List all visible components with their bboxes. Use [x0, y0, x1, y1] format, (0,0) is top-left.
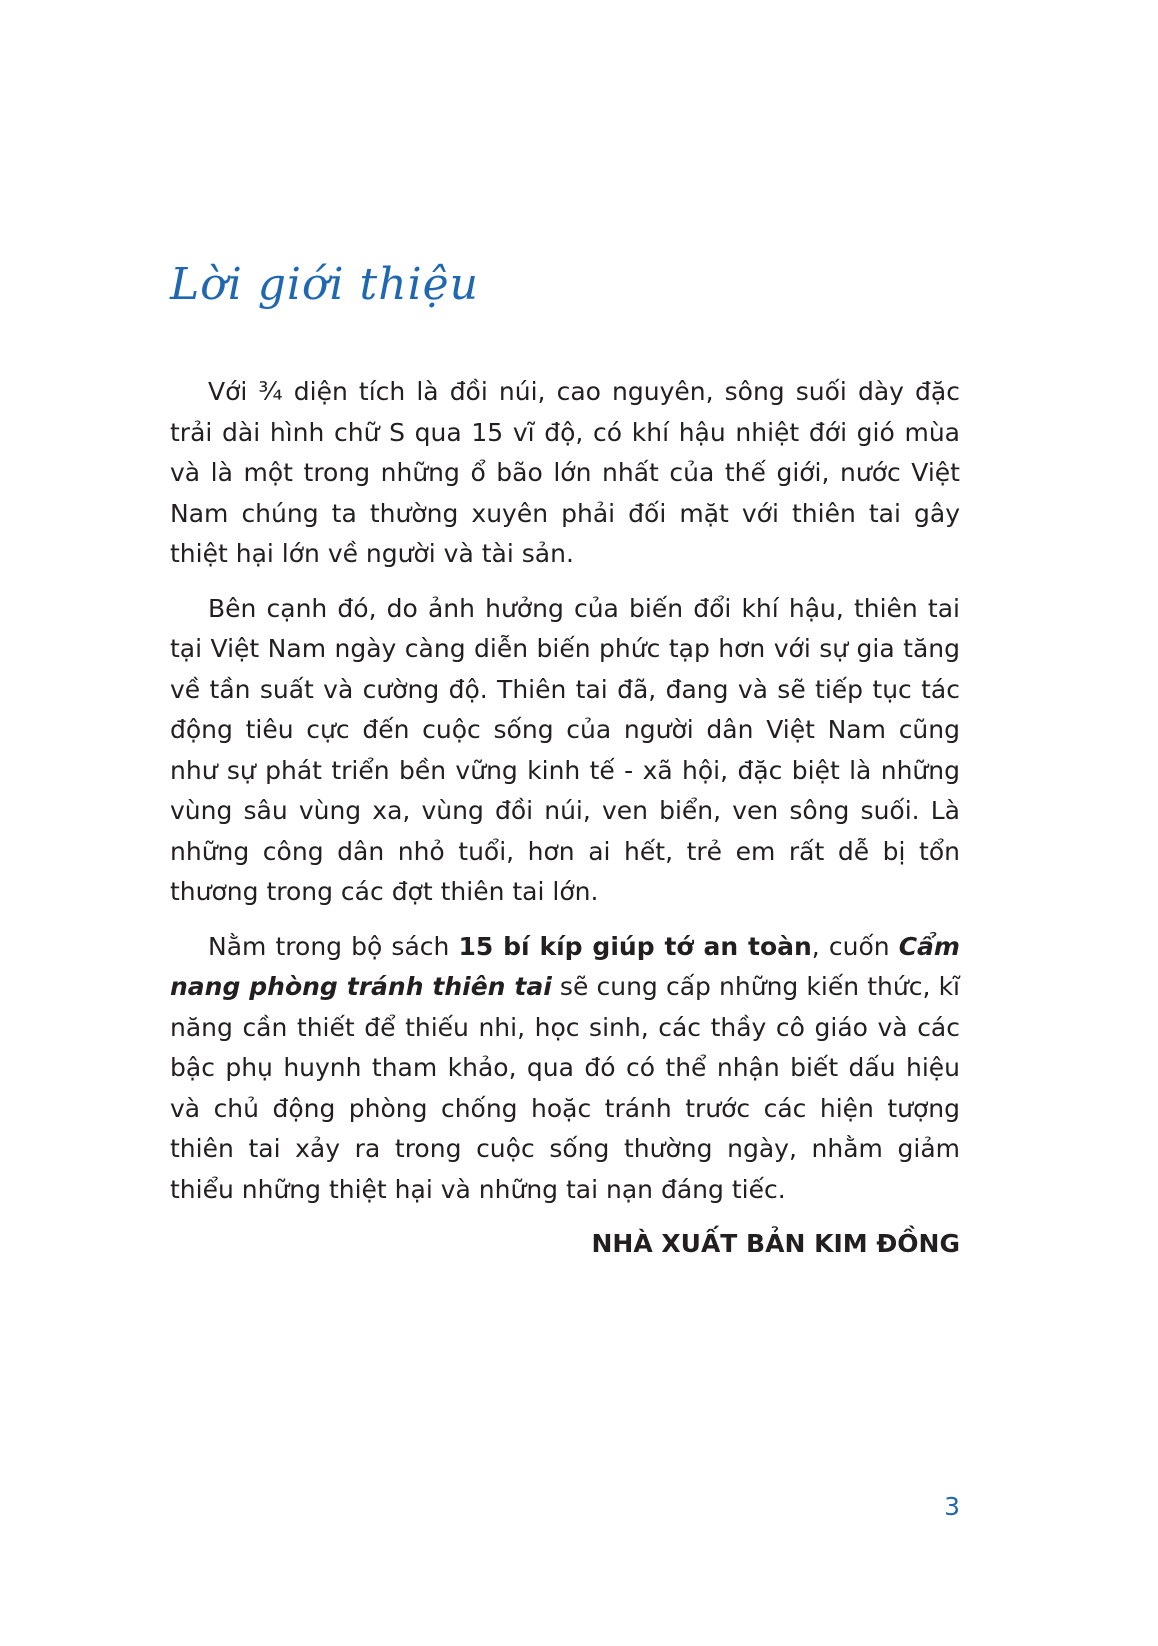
paragraph-2: Bên cạnh đó, do ảnh hưởng của biến đổi khí hậu, thiên tai tại Việt Nam ngày càng diễn biến phức tạp hơn với sự gia tăng về tần suất và cường độ. Thiên tai đã, đang và sẽ tiếp tục tác động tiêu cực đến cuộc sống của người dân Việt Nam cũng như sự phát triển bền vững kinh tế - xã hội, đặc biệt là những vùng sâu vùng xa, vùng đồi núi, ven biển, ven sông suối. Là những công dân nhỏ tuổi, hơn ai hết, trẻ em rất dễ bị tổn thương trong các đợt thiên tai lớn.	[170, 593, 960, 906]
page-number: 3	[944, 1492, 960, 1521]
publisher-signature: NHÀ XUẤT BẢN KIM ĐỒNG	[591, 1229, 960, 1258]
paragraph-3	[170, 927, 960, 1211]
paragraph-3-text-1: Nằm trong bộ sách	[208, 931, 459, 961]
page-title: Lời giới thiệu	[170, 259, 480, 310]
body-text	[170, 372, 960, 1264]
series-title: 15 bí kíp giúp tớ an toàn	[458, 931, 812, 961]
paragraph-3-text-3: sẽ cung cấp những kiến thức, kĩ năng cần thiết để thiếu nhi, học sinh, các thầy cô giáo và các bậc phụ huynh tham khảo, qua đó có thể nhận biết dấu hiệu và chủ động phòng chống hoặc tránh trước các hiện tượng thiên tai xảy ra trong cuộc sống thường ngày, nhằm giảm thiểu những thiệt hại và những tai nạn đáng tiếc.	[170, 972, 960, 1204]
paragraph-1: Với ¾ diện tích là đồi núi, cao nguyên, sông suối dày đặc trải dài hình chữ S qua 15 vĩ độ, có khí hậu nhiệt đới gió mùa và là một trong những ổ bão lớn nhất của thế giới, nước Việt Nam chúng ta thường xuyên phải đối mặt với thiên tai gây thiệt hại lớn về người và tài sản.	[170, 377, 960, 568]
paragraph-3-text-2: , cuốn	[811, 931, 899, 961]
book-title: Cẩm nang phòng tránh thiên tai	[170, 931, 960, 1001]
